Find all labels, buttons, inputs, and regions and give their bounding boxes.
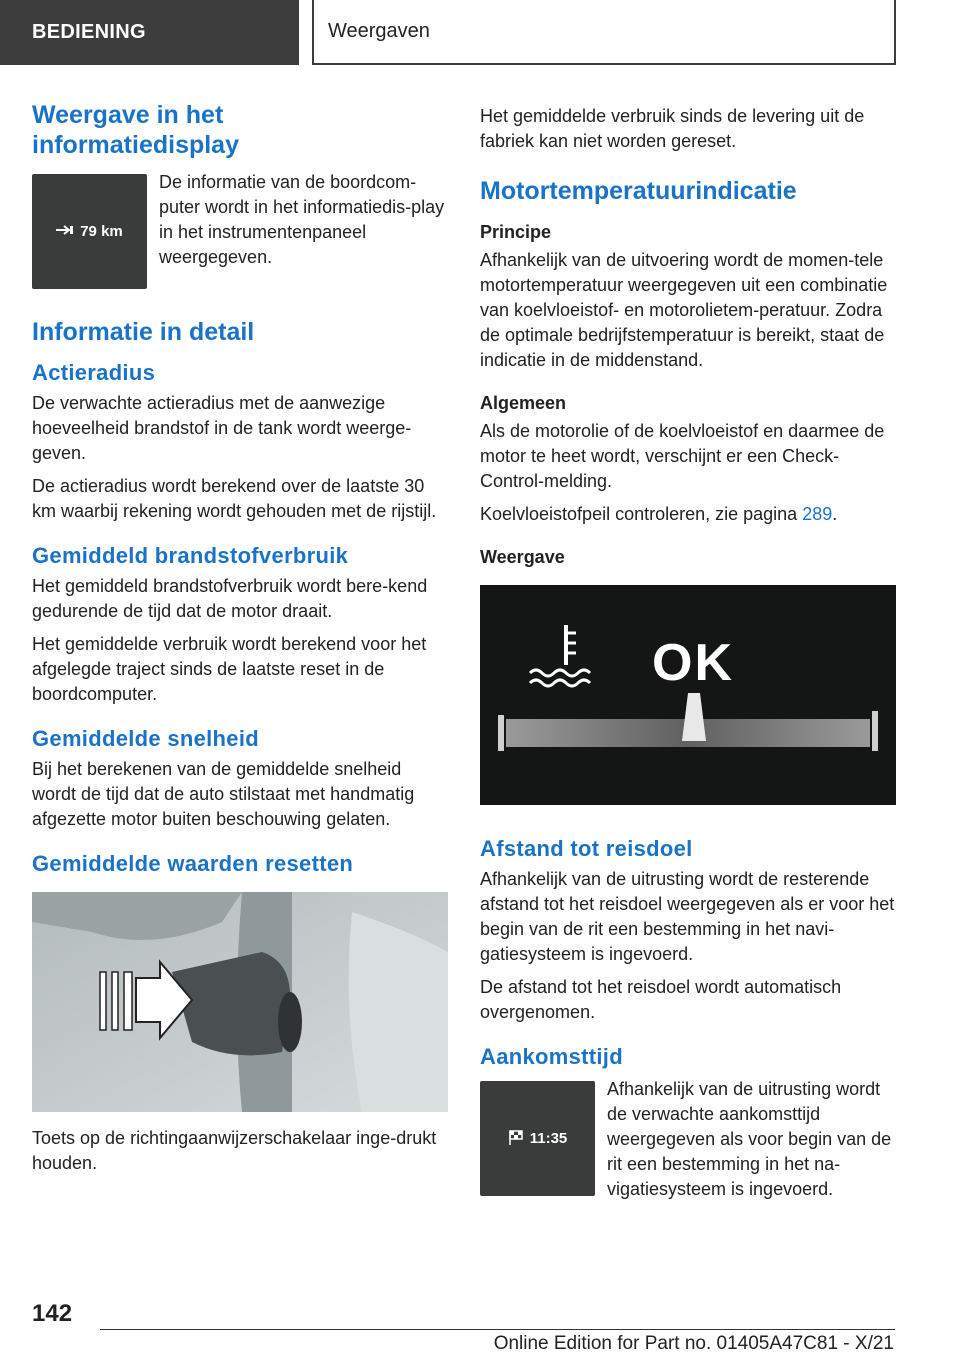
arrival-block (480, 1081, 896, 1210)
reset-caption: Toets op de richtingaanwijzerschakelaar inge-drukt houden. (32, 1128, 437, 1173)
heading-reset: Gemiddelde waarden resetten (32, 851, 354, 876)
distance-paragraph-1: Afhankelijk van de uitrusting wordt de resterende afstand tot het reisdoel weergegeven als er voor het begin van de rit een bestemming in het navi-gatiesysteem is ingevoerd. (480, 869, 895, 964)
heading-detail: Informatie in detail (32, 318, 255, 346)
heading-range: Actieradius (32, 360, 156, 385)
footer-divider (100, 1329, 895, 1330)
heading-arrival: Aankomsttijd (480, 1044, 623, 1069)
distance-paragraph-2: De afstand tot het reisdoel wordt automatisch overgenomen. (480, 977, 842, 1022)
range-paragraph-2: De actieradius wordt berekend over de laatste 30 km waarbij rekening wordt gehouden met de rijstijl. (32, 476, 437, 521)
heading-consumption: Gemiddeld brandstofverbruik (32, 543, 349, 568)
info-display-block (32, 174, 448, 289)
section-title: BEDIENING (32, 21, 146, 43)
consumption-paragraph-2: Het gemiddelde verbruik wordt berekend voor het afgelegde traject sinds de laatste reset in de boordcomputer. (32, 634, 427, 704)
arrival-display-image (480, 1081, 595, 1196)
arrival-time-value: 11:35 (529, 1130, 568, 1147)
coolant-temperature-display-image (480, 585, 896, 805)
speed-paragraph: Bij het berekenen van de gemiddelde snelheid wordt de tijd dat de auto stilstaat met handmatig afgezette motor buiten beschouwing gelaten. (32, 759, 415, 829)
destination-flag-icon (508, 1129, 524, 1149)
consumption-paragraph-3: Het gemiddelde verbruik sinds de levering uit de fabriek kan niet worden gereset. (480, 106, 865, 151)
heading-info-display: Weergave in het informatiedisplay (32, 101, 239, 159)
coolant-temperature-icon (480, 585, 896, 805)
temperature-status: OK (652, 634, 734, 692)
chapter-tab (312, 0, 896, 65)
range-value: 79 km (80, 223, 123, 240)
consumption-paragraph-1: Het gemiddeld brandstofverbruik wordt bere-kend gedurende de tijd dat de motor draait. (32, 576, 428, 621)
chapter-title: Weergaven (328, 20, 430, 42)
page-number: 142 (32, 1300, 73, 1327)
heading-general: Algemeen (480, 393, 567, 413)
section-tab (0, 0, 299, 65)
general-paragraph-1: Als de motorolie of de koelvloeistof en daarmee de motor te heet wordt, verschijnt er een Check-Control-melding. (480, 421, 885, 491)
range-display-image (32, 174, 147, 289)
general-paragraph-2: Koelvloeistofpeil controleren, zie pagina 289. (480, 504, 838, 524)
left-column (32, 100, 448, 1184)
heading-principle: Principe (480, 222, 552, 242)
turn-signal-lever-image (32, 892, 448, 1112)
range-paragraph-1: De verwachte actieradius met de aanwezige hoeveelheid brandstof in de tank wordt weerge-geven. (32, 393, 412, 463)
info-display-text: De informatie van de boordcom-puter wordt in het informatiedis-play in het instrumentenpaneel weergegeven. (159, 172, 445, 267)
heading-temperature: Motortemperatuurindicatie (480, 177, 797, 205)
principle-paragraph: Afhankelijk van de uitvoering wordt de momen-tele motortemperatuur weergegeven uit een combinatie van koelvloeistof- en motorolietem-peratuur. Zodra de optimale bedrijfstemperatuur is bereikt, staat de indicatie in de middenstand. (480, 250, 888, 370)
heading-speed: Gemiddelde snelheid (32, 726, 259, 751)
fuel-arrow-icon (56, 223, 74, 240)
arrival-paragraph: Afhankelijk van de uitrusting wordt de verwachte aankomsttijd weergegeven als voor begin van de rit een bestemming in het na-vigatiesysteem is ingevoerd. (607, 1079, 892, 1199)
edition-note: Online Edition for Part no. 01405A47C81 - X/21 (493, 1333, 894, 1354)
right-column (480, 104, 896, 1210)
page-link-289[interactable]: 289 (802, 504, 833, 524)
heading-display: Weergave (480, 547, 565, 567)
heading-distance: Afstand tot reisdoel (480, 836, 693, 861)
